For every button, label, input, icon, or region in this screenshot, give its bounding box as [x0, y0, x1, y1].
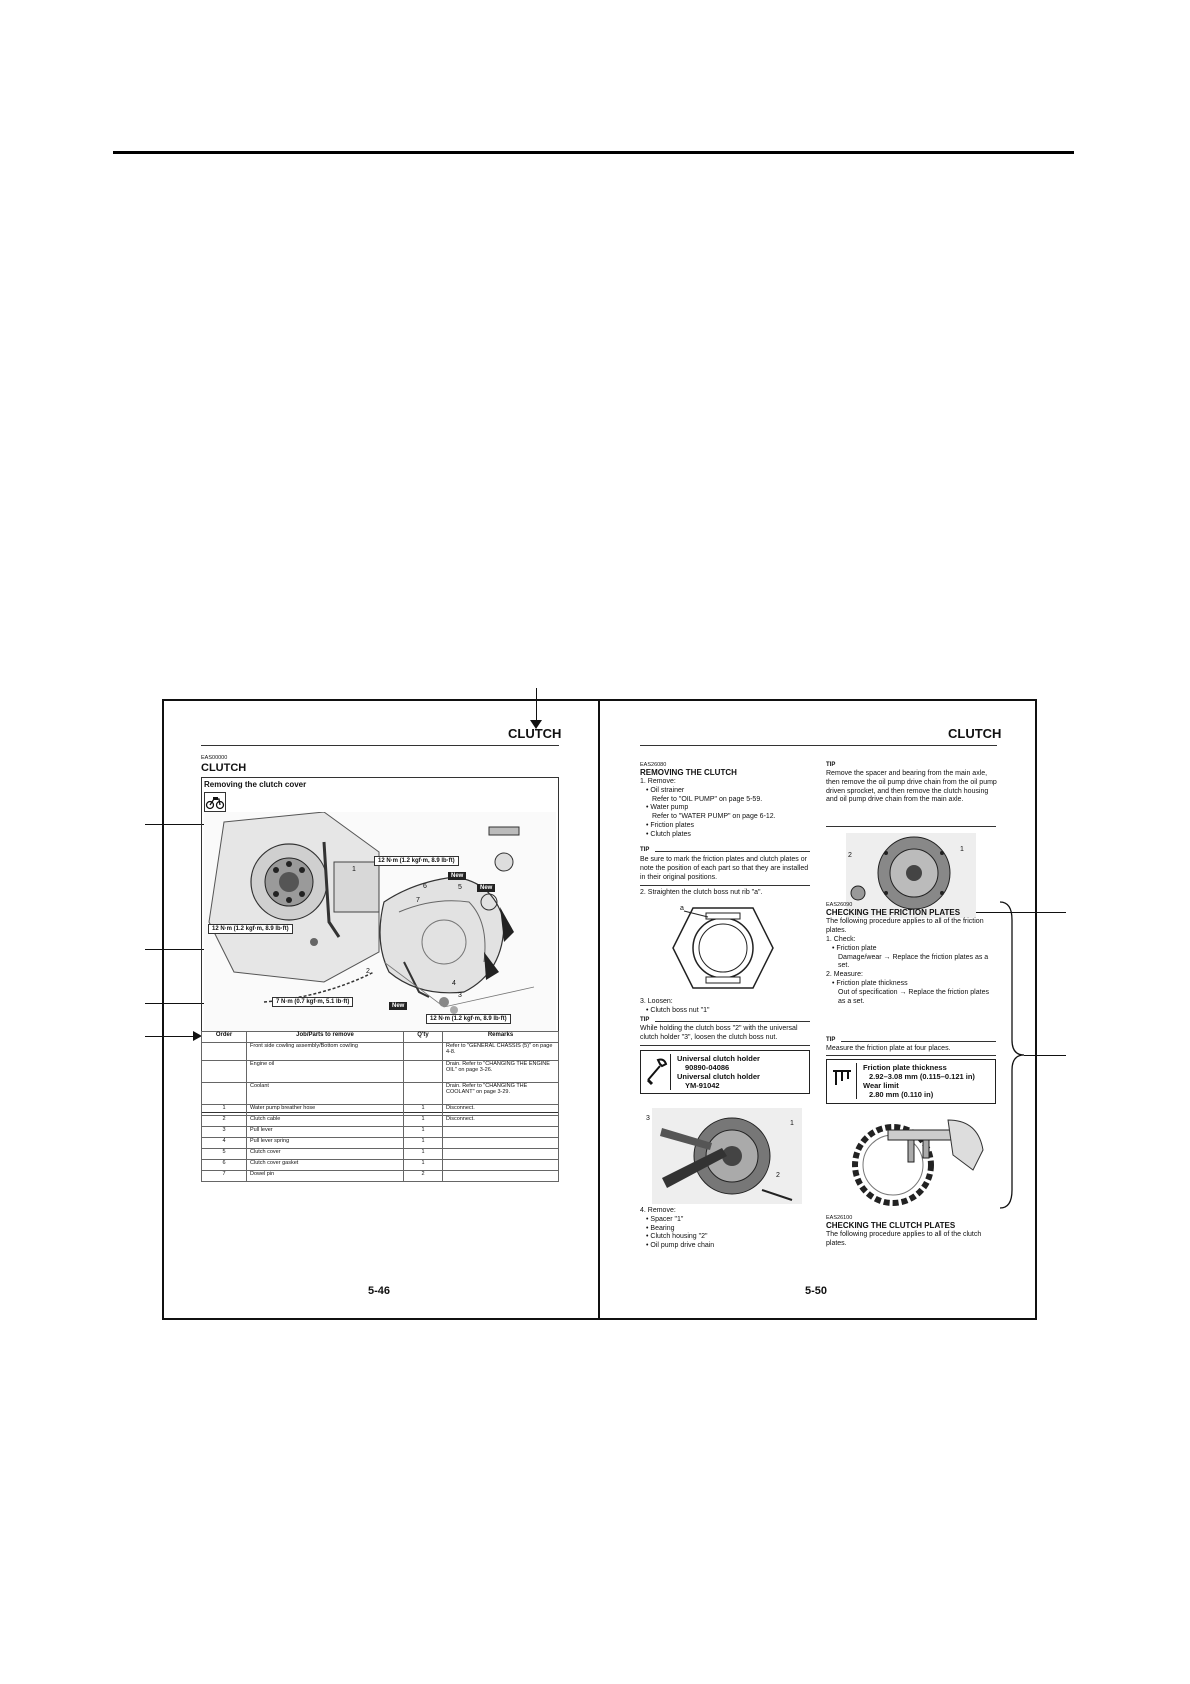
- new-tag: New: [389, 1002, 407, 1010]
- right-page-number: 5-50: [805, 1285, 828, 1297]
- cell-order: 7: [202, 1171, 247, 1182]
- tip-rule: [826, 826, 996, 827]
- tip-rule: [841, 1041, 996, 1042]
- cell-order: 2: [202, 1116, 247, 1127]
- table-row: [202, 1043, 559, 1061]
- table-row: [202, 1149, 559, 1160]
- tip-rule: [640, 885, 810, 886]
- code-friction: EAS26090: [826, 902, 853, 908]
- step-4: [640, 1207, 810, 1251]
- step-3: [640, 998, 810, 1016]
- spec-symbol: [830, 1063, 857, 1099]
- callout-1: 1: [790, 1120, 794, 1127]
- spec-label: Friction plate thickness: [863, 1063, 947, 1072]
- cell-qty: 1: [404, 1116, 443, 1127]
- label-a: a: [680, 905, 684, 912]
- cell-qty: 2: [404, 1171, 443, 1182]
- table-row: [202, 1061, 559, 1083]
- cell-qty: [404, 1061, 443, 1083]
- tip-rule: [655, 851, 810, 852]
- check-measure-list: [826, 936, 998, 1006]
- table-row: [202, 1105, 559, 1116]
- cell-job: Clutch cover gasket: [247, 1160, 404, 1171]
- motorcycle-symbol: [204, 792, 226, 812]
- table-row: [202, 1083, 559, 1105]
- list-item: • Clutch plates: [646, 830, 691, 838]
- spec-info: [863, 1063, 975, 1099]
- caliper-icon: [830, 1063, 854, 1097]
- torque-tag: 7 N·m (0.7 kgf·m, 5.1 lb·ft): [272, 997, 353, 1007]
- cell-qty: 1: [404, 1127, 443, 1138]
- list-item: • Clutch housing "2": [646, 1233, 708, 1241]
- cell-order: 3: [202, 1127, 247, 1138]
- cell-job: Coolant: [247, 1083, 404, 1105]
- list-item: Refer to "WATER PUMP" on page 6-12.: [652, 813, 776, 821]
- cell-order: [202, 1061, 247, 1083]
- tip-rule: [826, 1055, 996, 1056]
- tip-rule: [640, 1045, 810, 1046]
- measure-title: 2. Measure:: [826, 971, 863, 979]
- right-header-rule: [640, 745, 997, 746]
- table-row: [202, 1127, 559, 1138]
- cell-remarks: [443, 1171, 559, 1182]
- tool-name: Universal clutch holder: [677, 1054, 760, 1063]
- friction-plate-measure-photo: [848, 1110, 988, 1210]
- cell-qty: 1: [404, 1138, 443, 1149]
- spec-value: 2.80 mm (0.110 in): [869, 1090, 934, 1099]
- cell-remarks: [443, 1149, 559, 1160]
- callout-2: 2: [848, 852, 852, 859]
- tip-label: TIP: [640, 1017, 650, 1023]
- remove-list: [640, 778, 810, 840]
- list-item: • Oil strainer: [646, 786, 685, 794]
- step-2: 2. Straighten the clutch boss nut rib "a".: [640, 889, 763, 896]
- tool-name: Universal clutch holder: [677, 1072, 760, 1081]
- list-item: • Friction plate: [832, 944, 877, 952]
- clutch-intro: The following procedure applies to all of the clutch plates.: [826, 1231, 982, 1247]
- code-removing: EAS26080: [640, 762, 667, 768]
- table-row: [202, 1138, 559, 1149]
- spec-value: 2.92–3.08 mm (0.115–0.121 in): [869, 1072, 975, 1081]
- col-order: Order: [202, 1032, 247, 1043]
- top-rule: [113, 151, 1074, 154]
- torque-tag: 12 N·m (1.2 kgf·m, 8.9 lb·ft): [208, 924, 293, 934]
- tip-text: While holding the clutch boss "2" with the universal clutch holder "3", loosen the clutch boss nut.: [640, 1025, 798, 1041]
- cell-qty: [404, 1043, 443, 1061]
- cell-remarks: Refer to "GENERAL CHASSIS (5)" on page 4-8.: [443, 1043, 559, 1061]
- tool-symbol: [644, 1054, 671, 1090]
- page-divider: [598, 699, 600, 1320]
- left-subtitle: Removing the clutch cover: [204, 780, 307, 789]
- left-code: EAS00000: [201, 755, 228, 761]
- cell-job: Dowel pin: [247, 1171, 404, 1182]
- cell-remarks: Drain. Refer to "CHANGING THE ENGINE OIL" on page 3-26.: [443, 1061, 559, 1083]
- cell-order: 4: [202, 1138, 247, 1149]
- cell-qty: 1: [404, 1149, 443, 1160]
- new-tag: New: [477, 884, 495, 892]
- cell-job: Water pump breather hose: [247, 1105, 404, 1116]
- callout-4: 4: [452, 980, 456, 987]
- left-page-number: 5-46: [368, 1285, 391, 1297]
- step-3-title: 3. Loosen:: [640, 998, 673, 1005]
- tip-label: TIP: [826, 1037, 836, 1043]
- table-row: [202, 1171, 559, 1182]
- clutch-housing-photo: [846, 833, 976, 918]
- special-tool-box: [640, 1050, 810, 1094]
- callout-1: 1: [352, 866, 356, 873]
- cell-job: Clutch cover: [247, 1149, 404, 1160]
- section-removing-clutch: REMOVING THE CLUTCH: [640, 768, 737, 777]
- new-tag: New: [448, 872, 466, 880]
- section-checking-clutch-plates: CHECKING THE CLUTCH PLATES: [826, 1221, 956, 1230]
- cell-qty: 1: [404, 1160, 443, 1171]
- col-qty: Q'ty: [404, 1032, 443, 1043]
- step-4-title: 4. Remove:: [640, 1207, 676, 1214]
- table-header-row: [202, 1032, 559, 1043]
- tip-text: Remove the spacer and bearing from the main axle, then remove the oil pump drive chain from the oil pump driven sprocket, and then remove the clutch housing and oil pump drive chain from the main axle.: [826, 770, 997, 804]
- list-item: Out of specification → Replace the friction plates as a set.: [838, 988, 989, 1005]
- cell-remarks: Disconnect.: [443, 1116, 559, 1127]
- cell-remarks: Disconnect.: [443, 1105, 559, 1116]
- col-remarks: Remarks: [443, 1032, 559, 1043]
- cell-order: [202, 1043, 247, 1061]
- cell-qty: [404, 1083, 443, 1105]
- tip-text: Measure the friction plate at four places.: [826, 1045, 951, 1052]
- tool-number: YM-91042: [685, 1081, 720, 1090]
- left-header-rule: [201, 745, 559, 746]
- list-item: • Friction plates: [646, 821, 694, 829]
- cell-order: 6: [202, 1160, 247, 1171]
- tool-number: 90890-04086: [685, 1063, 730, 1072]
- check-title: 1. Check:: [826, 936, 856, 943]
- list-item: • Water pump: [646, 804, 689, 812]
- list-item: Damage/wear → Replace the friction plates as a set.: [838, 953, 989, 970]
- torque-tag: 12 N·m (1.2 kgf·m, 8.9 lb·ft): [374, 856, 459, 866]
- callout-1: 1: [960, 846, 964, 853]
- tip-text: Be sure to mark the friction plates and clutch plates or note the position of each part so that they are installed in their original positions.: [640, 856, 809, 881]
- callout-6: 6: [423, 883, 427, 890]
- spec-label: Wear limit: [863, 1081, 899, 1090]
- spec-box: [826, 1059, 996, 1104]
- callout-5: 5: [458, 884, 462, 891]
- motorcycle-icon: [205, 793, 225, 811]
- remove-title: 1. Remove:: [640, 778, 676, 785]
- list-item: • Clutch boss nut "1": [646, 1006, 710, 1014]
- cell-remarks: Drain. Refer to "CHANGING THE COOLANT" on page 3-29.: [443, 1083, 559, 1105]
- cell-remarks: [443, 1160, 559, 1171]
- clutch-holder-photo: [652, 1108, 802, 1204]
- section-checking-friction-plates: CHECKING THE FRICTION PLATES: [826, 908, 961, 917]
- cell-remarks: [443, 1127, 559, 1138]
- cell-qty: 1: [404, 1105, 443, 1116]
- table-row: [202, 1160, 559, 1171]
- cell-order: 5: [202, 1149, 247, 1160]
- right-header: CLUTCH: [948, 726, 1002, 741]
- callout-7: 7: [416, 897, 420, 904]
- code-clutch-plates: EAS26100: [826, 1215, 853, 1221]
- cell-job: Pull lever: [247, 1127, 404, 1138]
- wrench-icon: [644, 1054, 668, 1088]
- cell-job: Engine oil: [247, 1061, 404, 1083]
- parts-table: [201, 1031, 559, 1182]
- cell-order: 1: [202, 1105, 247, 1116]
- callout-3: 3: [646, 1115, 650, 1122]
- list-item: • Spacer "1": [646, 1215, 684, 1223]
- list-item: • Friction plate thickness: [832, 979, 908, 987]
- cell-job: Clutch cable: [247, 1116, 404, 1127]
- cell-job: Pull lever spring: [247, 1138, 404, 1149]
- tip-label: TIP: [826, 762, 836, 768]
- cell-order: [202, 1083, 247, 1105]
- callout-3: 3: [458, 992, 462, 999]
- friction-intro: The following procedure applies to all of the friction plates.: [826, 918, 984, 934]
- col-job: Job/Parts to remove: [247, 1032, 404, 1043]
- callout-2: 2: [776, 1172, 780, 1179]
- list-item: • Oil pump drive chain: [646, 1242, 715, 1250]
- table-row: [202, 1116, 559, 1127]
- clutch-boss-nut-diagram: [668, 903, 778, 993]
- list-item: • Bearing: [646, 1224, 675, 1232]
- cell-remarks: [443, 1138, 559, 1149]
- left-header: CLUTCH: [508, 726, 562, 741]
- tip-label: TIP: [640, 847, 650, 853]
- clutch-cover-exploded-view: [204, 812, 556, 1032]
- tip-rule: [655, 1021, 810, 1022]
- callout-2: 2: [366, 968, 370, 975]
- left-title: CLUTCH: [201, 762, 247, 774]
- torque-tag: 12 N·m (1.2 kgf·m, 8.9 lb·ft): [426, 1014, 511, 1024]
- cell-job: Front side cowling assembly/Bottom cowling: [247, 1043, 404, 1061]
- list-item: Refer to "OIL PUMP" on page 5-59.: [652, 795, 763, 803]
- tool-info: [677, 1054, 760, 1090]
